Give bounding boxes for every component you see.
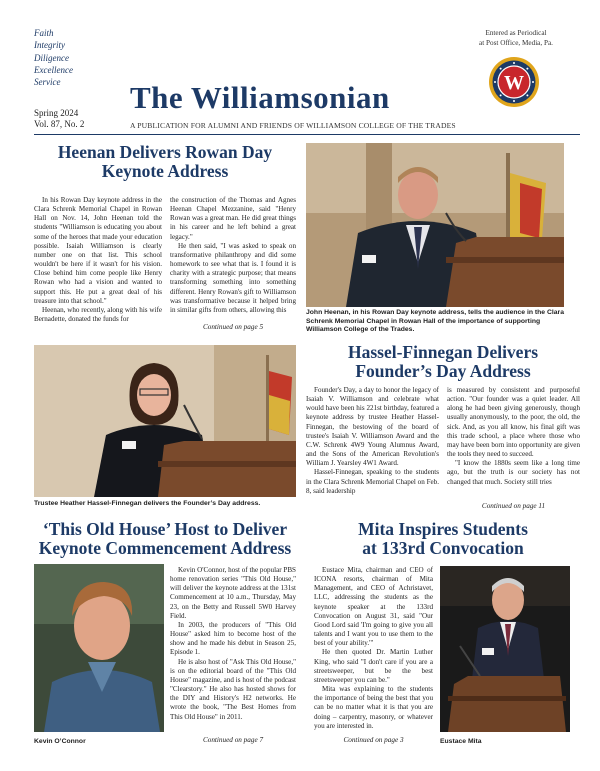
issue-season: Spring 2024 (34, 108, 79, 118)
mita-photo (440, 566, 570, 732)
newsletter-title: The Williamsonian (130, 80, 390, 115)
heenan-photo (306, 143, 564, 307)
motto-integrity: Integrity (34, 40, 65, 51)
seal-letter: W (504, 72, 524, 94)
issue-volume: Vol. 87, No. 2 (34, 118, 85, 129)
hassel-finnegan-column-2: is measured by consistent and purposeful action. "Our founder was a quiet leader. All along he had been giving generously, though usually anonymously, to the poor, the old, the sick. And, as you all know, his final gift was this trade school, a place where those who may have been born into opportunity are given the tools they need to succeed. "I know the 1880s seem like a long time ago, but the truth is our society has not changed that much. Society still tries (447, 386, 580, 486)
motto-diligence: Diligence (34, 52, 69, 63)
motto-list (34, 27, 73, 88)
masthead-rule (34, 134, 580, 135)
motto-faith: Faith (34, 28, 54, 38)
mita-caption: Eustace Mita (440, 738, 482, 745)
mita-headline[interactable]: Mita Inspires Students at 133rd Convocation (358, 519, 528, 558)
oconnor-headline[interactable]: ‘This Old House’ Host to Deliver Keynote Commencement Address (38, 519, 292, 558)
oconnor-column: Kevin O'Connor, host of the popular PBS home renovation series "This Old House," will deliver the keynote address at the 131st Commencement at 10 a.m., Thursday, May 23, on the Betty and Russell 5W0 Harvey Field. In 2003, the producers of "This Old House" asked him to become host of the show and he made his debut in Season 25, Episode 1. He is also host of "Ask This Old House," is on the editorial board of the "This Old House" magazine, and is host of the podcast "Clearstory." He also has hosted shows for the DIY and History's H2 networks. He wrote the book, "The Best Homes from This Old House" in 2011. (170, 566, 296, 721)
college-seal-logo (488, 56, 540, 108)
heenan-continued-link[interactable]: Continued on page 5 (202, 323, 264, 331)
oconnor-photo (34, 564, 164, 732)
hassel-finnegan-column-1: Founder's Day, a day to honor the legacy of Isaiah V. Williamson and celebrate what would have been his 221st birthday, featured a keynote address by trustee Heather Hassel-Finnegan, the bestowing of the board of trustee's Isaiah V. Williamson Award and the C.W. Schrenk 4W9 Young Alumnus Award, and the Sons of the American Revolution's William J. Yearsley 4W1 Award. Hassel-Finnegan, speaking to the students in the Clara Schrenk Memorial Chapel on Feb. 8, said leadership (306, 386, 439, 495)
hassel-finnegan-headline[interactable]: Hassel-Finnegan Delivers Founder’s Day Address (347, 342, 539, 381)
heenan-column-2: the construction of the Thomas and Agnes Heenan Chapel Mezzanine, said "Henry Rowan was a great man. He did great things in his career and he left behind a great legacy." He then said, "I was asked to speak on transformative philanthropy and did some homework to see what that is. I found it is charity with a strategic purpose; that means transforming something into something different. Henry Rowan's gift to Williamson was transformative because it helped bring in similar gifts from others, allowing this (170, 196, 296, 314)
oconnor-continued-link[interactable]: Continued on page 7 (202, 736, 264, 744)
issue-info (34, 108, 84, 129)
newsletter-tagline: A PUBLICATION FOR ALUMNI AND FRIENDS OF WILLIAMSON COLLEGE OF THE TRADES (130, 121, 456, 130)
mita-column: Eustace Mita, chairman and CEO of ICONA resorts, chairman of Mita Management, and CEO of Achristavet, LLC, addressing the students as the keynote speaker at the 133rd Convocation on August 31, said "Our Good Lord said 'I'm going to give you all talents and I want you to use them to the best of your ability.'" He then quoted Dr. Martin Luther King, who said "I don't care if you are a streetsweeper, but be the best streetsweeper you can be." Mita was explaining to the students the importance of being the best that you can be no matter what it is that you are doing – carpentry, masonry, or whatever you are interested in. (314, 566, 433, 730)
heenan-column-1: In his Rowan Day keynote address in the Clara Schrenk Memorial Chapel in Rowan Hall on Nov. 14, John Heenan told the students "Williamson is educating you about some of the heroes that made your education possible. Isaiah Williamson is clearly number one on that list. This school wouldn't be here if it wasn't for his vision. Close behind him come people like Henry Rowan who had a vision and wanted to support this. He put a great deal of his treasure into that school." Heenan, who recently, along with his wife Bernadette, donated the funds for (34, 196, 162, 324)
hassel-finnegan-photo (34, 345, 296, 497)
hassel-finnegan-continued-link[interactable]: Continued on page 11 (481, 502, 546, 510)
periodical-notice: Entered as Periodical at Post Office, Media, Pa. (479, 29, 553, 47)
motto-service: Service (34, 77, 61, 88)
heenan-headline[interactable]: Heenan Delivers Rowan Day Keynote Address (57, 142, 273, 181)
heenan-caption: John Heenan, in his Rowan Day keynote address, tells the audience in the Clara Schrenk Memorial Chapel in Rowan Hall of the importance of supporting Williamson College of the Trades. (306, 309, 564, 334)
mita-continued-link[interactable]: Continued on page 3 (343, 736, 404, 744)
hassel-finnegan-caption: Trustee Heather Hassel-Finnegan delivers the Founder’s Day address. (34, 500, 261, 507)
motto-excellence: Excellence (34, 64, 73, 75)
oconnor-caption: Kevin O’Connor (34, 738, 86, 745)
